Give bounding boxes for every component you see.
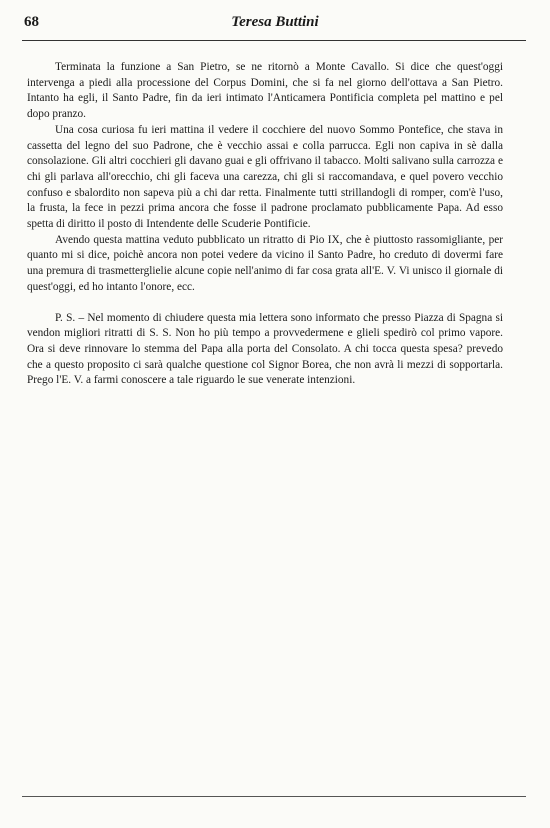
paragraph: Terminata la funzione a San Pietro, se ne ritornò a Monte Cavallo. Si dice che quest'oggi intervenga a piedi alla processione del Corpus Domini, che si fa nel giorno dell'ottava a San Pietro. Intanto ha egli, il Santo Padre, fin da ieri intimato l'Anticamera Pontificia completa pel mattino e pel dopo pranzo.: [27, 61, 503, 121]
footer-rule: [22, 796, 526, 797]
page-number: 68: [24, 14, 39, 30]
letter-body: [27, 60, 503, 389]
postscript: P. S. – Nel momento di chiudere questa mia lettera sono informato che presso Piazza di Spagna si vendon migliori ritratti di S. S. Non ho più tempo a provvedermene e glieli spedirò col primo vapore. Ora si deve rinnovare lo stemma del Papa alla porta del Consolato. A chi tocca questa spesa? prevedo che a questo proposito ci sarà qualche questione col Signor Borea, che non avrà li mezzi di sopportarla. Prego l'E. V. a farmi conoscere a tale riguardo le sue venerate intenzioni.: [27, 311, 503, 387]
running-head: Teresa Buttini: [231, 14, 319, 30]
header-rule: [22, 40, 526, 41]
paragraph: Avendo questa mattina veduto pubblicato un ritratto di Pio IX, che è piuttosto rassomigliante, per quanto mi si dice, poichè ancora non potei vedere da vicino il Santo Padre, ho creduto di dovermi fare una premura di trasmetterglielie alcune copie nell'animo di far cosa grata all'E. V. Vi unisco il giornale di quest'oggi, ed ho intanto l'onore, ecc.: [27, 233, 503, 293]
paragraph: Una cosa curiosa fu ieri mattina il vedere il cocchiere del nuovo Sommo Pontefice, che stava in cassetta del legno del suo Padrone, che è vecchio assai e colla parrucca. Egli non capiva in sè dalla consolazione. Gli altri cocchieri gli davano guai e gli offrivano il tabacco. Molti salivano sulla carrozza e chi gli parlava all'orecchio, chi gli faceva una carezza, chi gli si raccomandava, e quel povero vecchio confuso e sbalordito non sapeva più a chi dar retta. Finalmente tutti strillandogli di romper, com'è l'uso, la frusta, la fece in pezzi prima ancora che fosse il padrone proclamato pubblicamente Papa. Ad esso spetta di diritto il posto di Intendente delle Scuderie Pontificie.: [27, 123, 503, 231]
